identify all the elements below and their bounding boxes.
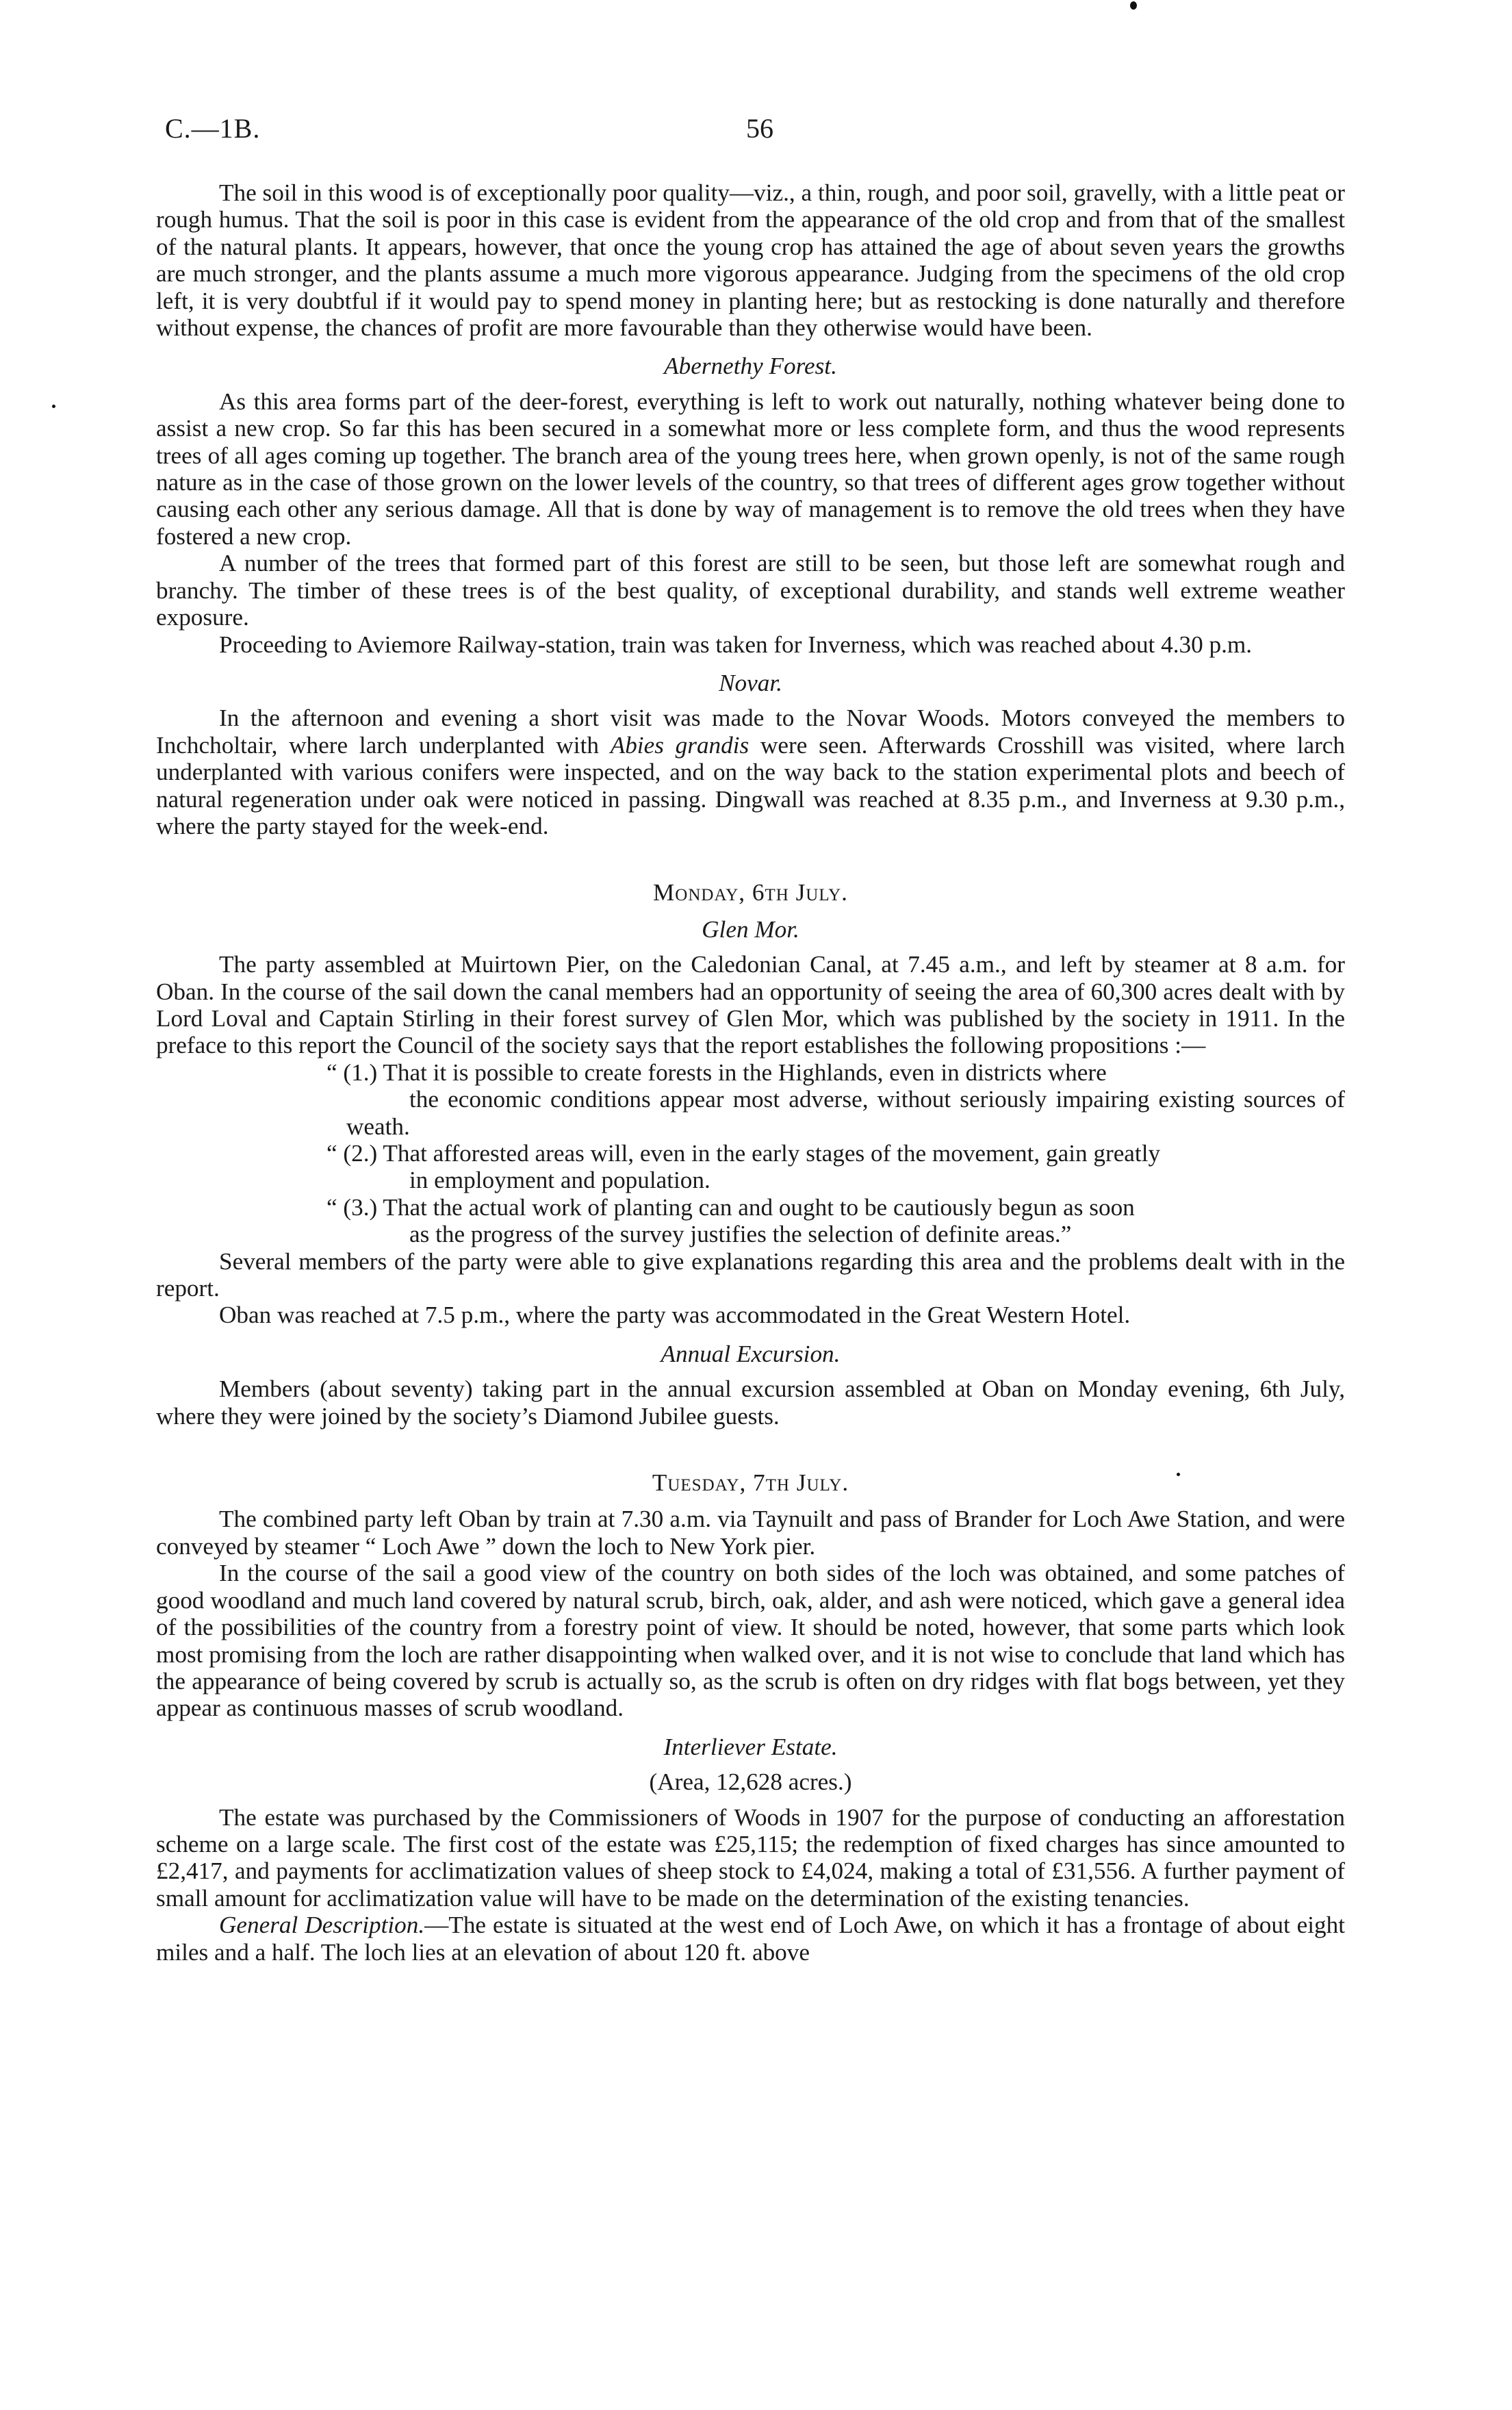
proposition-lead: “ (3.) That the actual work of planting can and ought to be cautiously begun as soon <box>326 1193 1135 1221</box>
paragraph: The soil in this wood is of exceptionally poor quality—viz., a thin, rough, and poor soil, gravelly, with a little peat or rough humus. That the soil is poor in this case is evident from the appearance of the old crop and from that of the smallest of the natural plants. It appears, however, that once the young crop has attained the age of about seven years the growths are much stronger, and the plants assume a much more vigorous appearance. Judging from the specimens of the old crop left, it is very doubtful if it would pay to spend money in planting here; but as restocking is done naturally and therefore without expense, the chances of profit are more favourable than they otherwise would have been. <box>156 179 1345 342</box>
proposition-continuation: the economic conditions appear most adverse, without seriously impairing existing sources of weath. <box>346 1086 1345 1140</box>
paragraph: As this area forms part of the deer-forest, everything is left to work out naturally, nothing whatever being done to assist a new crop. So far this has been secured in a somewhat more or less complete form, and thus the wood represents trees of all ages coming up together. The branch area of the young trees here, when grown openly, is not of the same rough nature as in the case of those grown on the lower levels of the country, so that trees of different ages grow together without causing each other any serious damage. All that is done by way of management is to remove the old trees when they have fostered a new crop. <box>156 388 1345 550</box>
proposition-continuation: in employment and population. <box>409 1167 710 1194</box>
text-run: were seen. Afterwards Crosshill was visited, where larch underplanted with various conifers were inspected, and on the way back to the station experimental plots and beech of natural regeneration under oak were noticed in passing. Dingwall was reached at 8.35 p.m., and Inverness at 9.30 p.m., where the party stayed for the week-end. <box>156 731 1346 839</box>
speck-mark <box>52 405 55 408</box>
proposition-lead: “ (2.) That afforested areas will, even in the early stages of the movement, gain greatly <box>326 1140 1161 1167</box>
page-number: 56 <box>746 113 773 144</box>
body-text <box>156 179 1345 1966</box>
proposition <box>156 1059 1345 1140</box>
paragraph: Oban was reached at 7.5 p.m., where the party was accommodated in the Great Western Hotel. <box>219 1302 1131 1329</box>
paragraph: A number of the trees that formed part of this forest are still to be seen, but those left are somewhat rough and branchy. The timber of these trees is of the best quality, of exceptional durability, and stands well extreme weather exposure. <box>156 550 1345 631</box>
paragraph <box>156 705 1345 839</box>
proposition <box>156 1140 1345 1194</box>
section-heading: Abernethy Forest. <box>664 353 837 380</box>
section-heading: Glen Mor. <box>702 915 799 943</box>
proposition <box>156 1194 1345 1248</box>
paragraph: Members (about seventy) taking part in the annual excursion assembled at Oban on Monday evening, 6th July, where they were joined by the society’s Diamond Jubilee guests. <box>156 1375 1345 1430</box>
area-note: (Area, 12,628 acres.) <box>649 1768 852 1796</box>
section-heading: Annual Excursion. <box>661 1340 841 1367</box>
run-in-heading: General Description. <box>219 1912 425 1939</box>
text-run: In the afternoon and evening a short visit was made to the Novar Woods. Motors conveyed the members to Inchcholtair, where larch underplanted with <box>156 705 1345 759</box>
paragraph: Several members of the party were able to give explanations regarding this area and the problems dealt with in the report. <box>156 1247 1345 1302</box>
proposition-lead: “ (1.) That it is possible to create forests in the Highlands, even in districts where <box>326 1058 1107 1086</box>
proposition-continuation: as the progress of the survey justifies the selection of definite areas.” <box>409 1221 1072 1248</box>
paragraph: Proceeding to Aviemore Railway-station, train was taken for Inverness, which was reached about 4.30 p.m. <box>219 631 1253 658</box>
section-heading: Interliever Estate. <box>663 1733 838 1760</box>
paragraph <box>156 1912 1345 1966</box>
day-heading: Tuesday, 7th July. <box>652 1469 849 1497</box>
paragraph: The combined party left Oban by train at 7.30 a.m. via Taynuilt and pass of Brander for Loch Awe Station, and were conveyed by steamer “ Loch Awe ” down the loch to New York pier. <box>156 1506 1345 1560</box>
day-heading: Monday, 6th July. <box>653 879 848 906</box>
paragraph: The estate was purchased by the Commissioners of Woods in 1907 for the purpose of conducting an afforestation scheme on a large scale. The first cost of the estate was £25,115; the redemption of fixed charges has since amounted to £2,417, and payments for acclimatization values of sheep stock to £4,024, making a total of £31,556. A further payment of small amount for acclimatization value will have to be made on the determination of the existing tenancies. <box>156 1803 1345 1912</box>
text-run: —The estate is situated at the west end of Loch Awe, on which it has a frontage of about eight miles and a half. The loch lies at an elevation of about 120 ft. above <box>156 1912 1345 1966</box>
report-reference: C.—1B. <box>165 113 261 144</box>
section-heading: Novar. <box>719 669 782 696</box>
speck-mark <box>1130 1 1137 10</box>
species-name: Abies grandis <box>610 731 749 759</box>
paragraph: In the course of the sail a good view of the country on both sides of the loch was obtained, and some patches of good woodland and much land covered by natural scrub, birch, oak, alder, and ash were noticed, which gave a general idea of the possibilities of the country from a forestry point of view. It should be noted, however, that some parts which look most promising from the loch are rather disappointing when walked over, and it is not wise to conclude that land which has the appearance of being covered by scrub is actually so, as the scrub is often on dry ridges with flat bogs between, yet they appear as continuous masses of scrub woodland. <box>156 1560 1345 1722</box>
paragraph: The party assembled at Muirtown Pier, on the Caledonian Canal, at 7.45 a.m., and left by steamer at 8 a.m. for Oban. In the course of the sail down the canal members had an opportunity of seeing the area of 60,300 acres dealt with by Lord Loval and Captain Stirling in their forest survey of Glen Mor, which was published by the society in 1911. In the preface to this report the Council of the society says that the report establishes the following propositions :— <box>156 951 1345 1059</box>
